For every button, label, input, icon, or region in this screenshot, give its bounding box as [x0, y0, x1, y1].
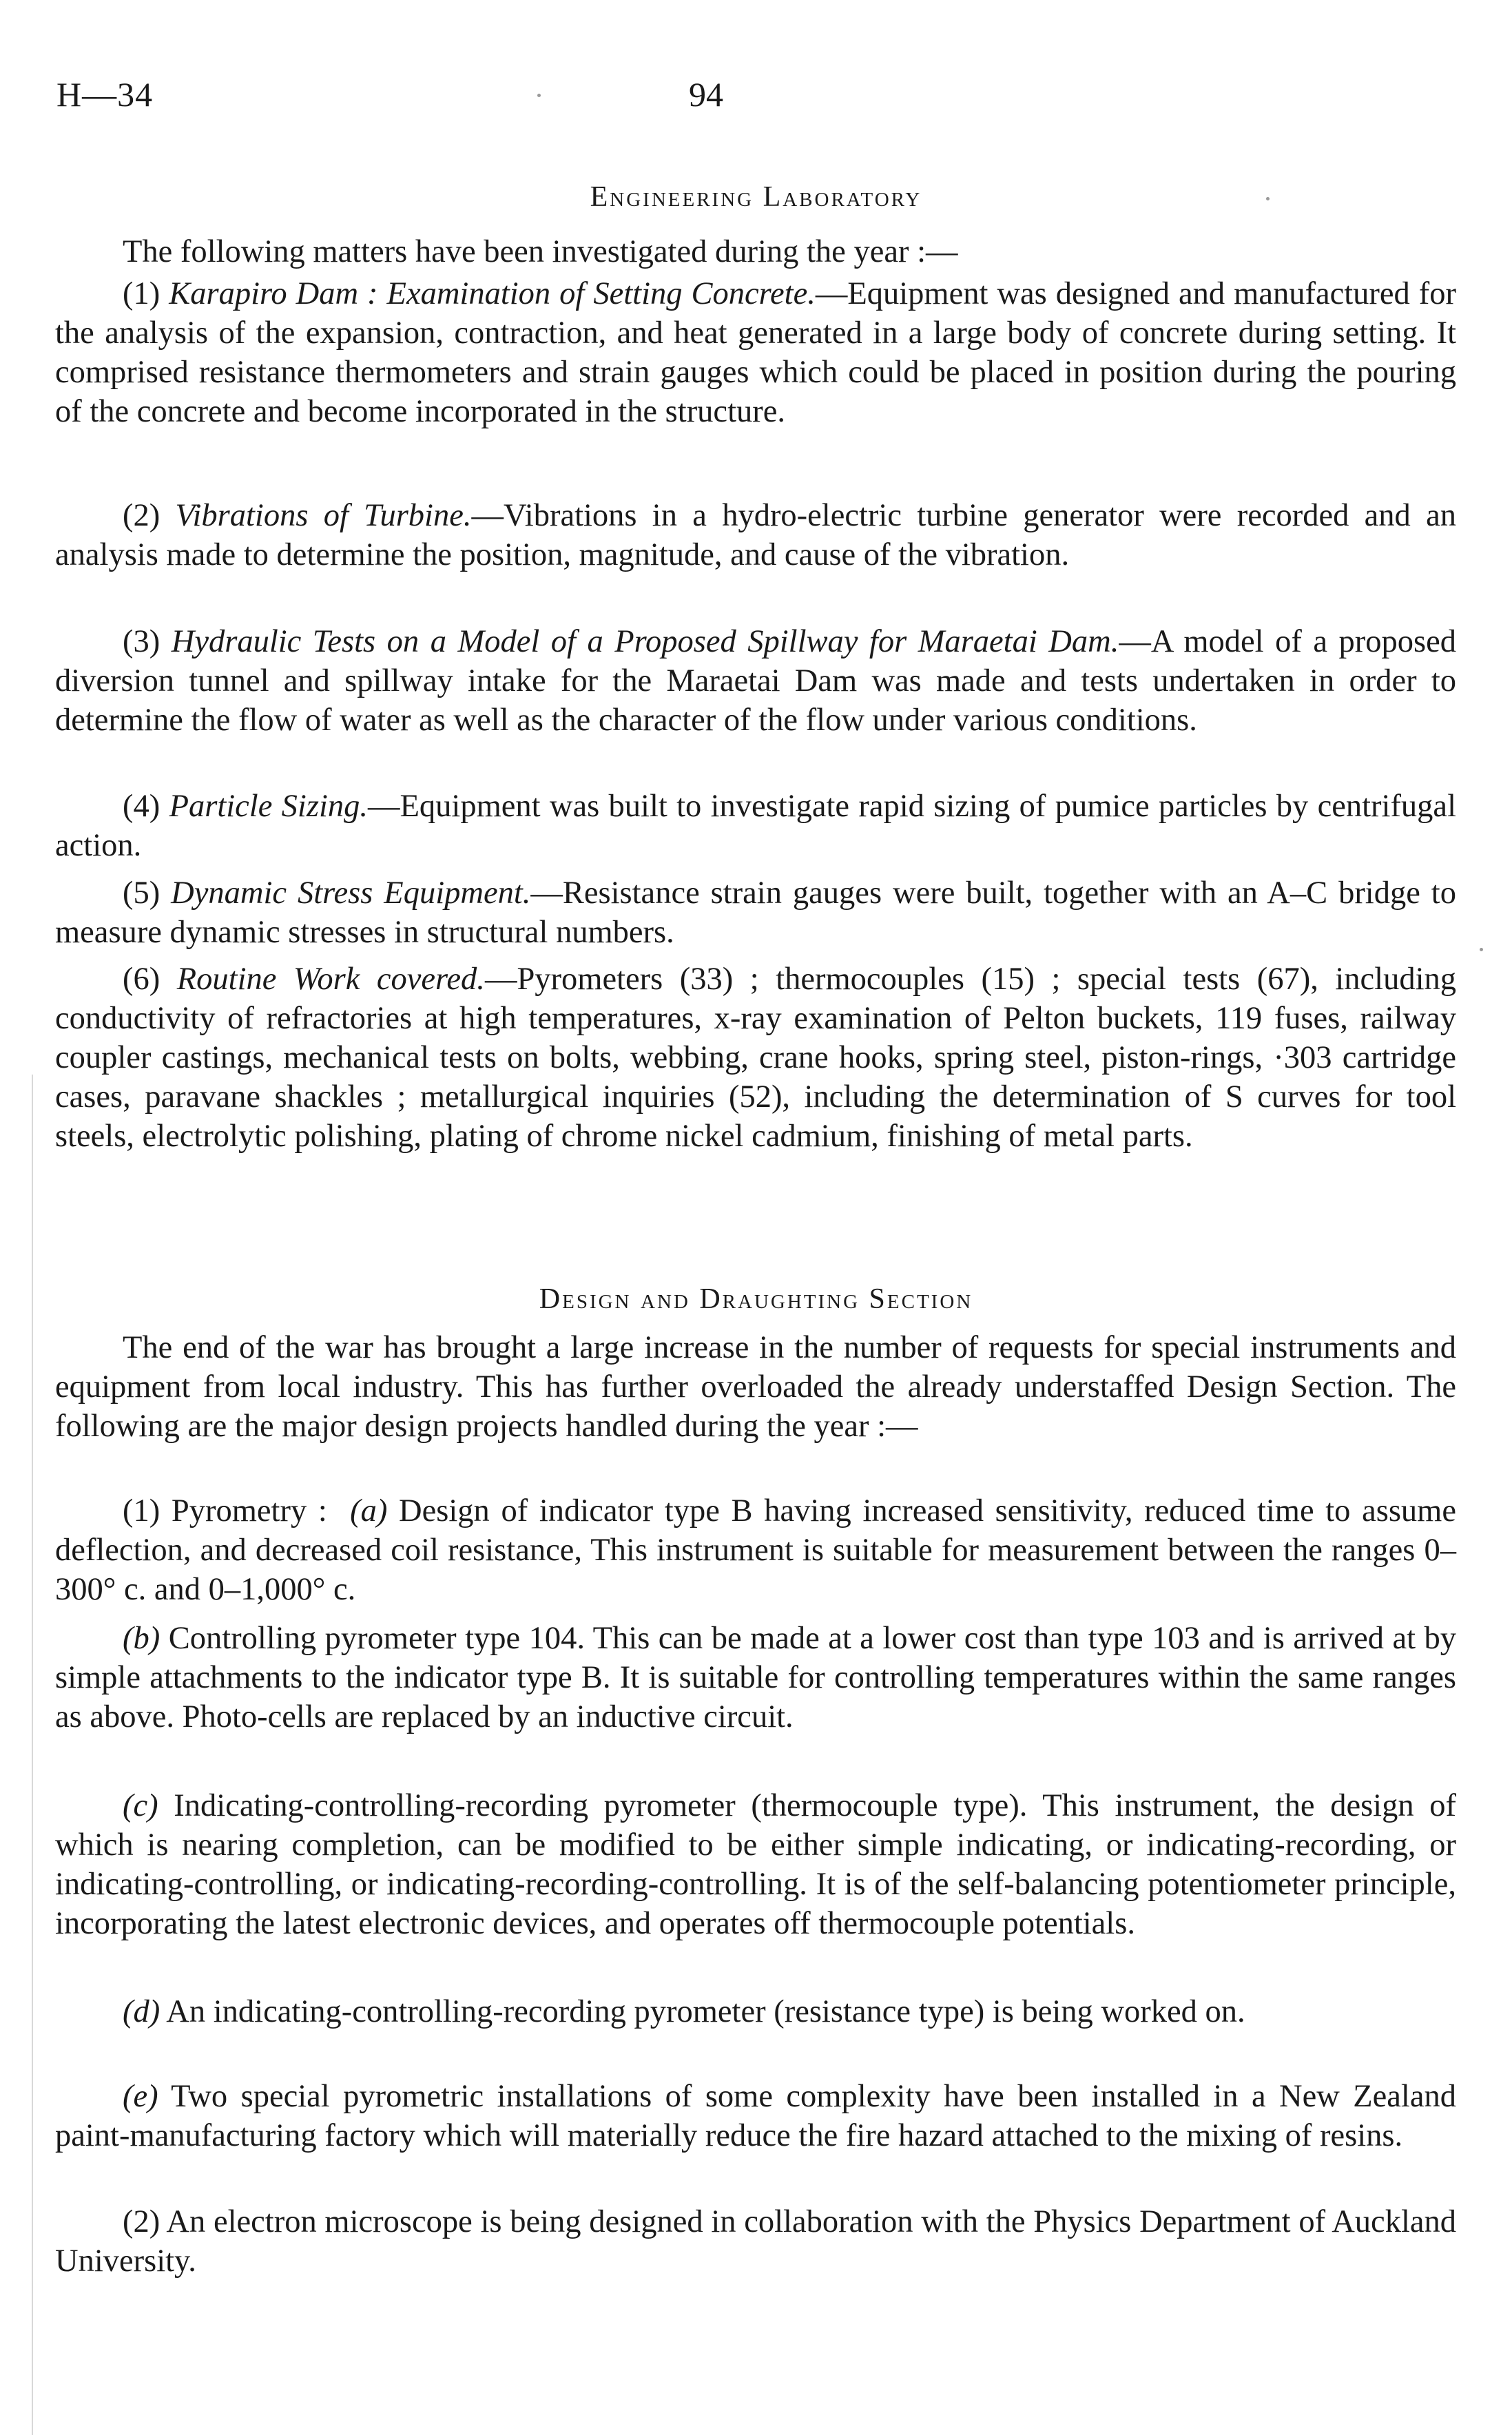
- engineering-item-4: [55, 787, 1456, 865]
- final-item-text: (2) An electron microscope is being designed in collaboration with the Physics Department of Auckland University.: [55, 2204, 1456, 2279]
- item-title: Particle Sizing.: [169, 789, 368, 824]
- item-title: Routine Work covered.: [176, 962, 485, 997]
- item-text: Two special pyrometric installations of some complexity have been installed in a New Zealand paint-manufacturing factory which will materially reduce the fire hazard attached to the mixing of resins.: [55, 2079, 1456, 2153]
- engineering-item-5: [55, 873, 1456, 952]
- item-title: Karapiro Dam : Examination of Setting Concrete.: [169, 276, 816, 311]
- engineering-item-3: [55, 622, 1456, 740]
- item-number: (3): [123, 624, 172, 659]
- engineering-item-1: [55, 274, 1456, 431]
- item-text: —A model of a proposed diversion tunnel and spillway intake for the Maraetai Dam was made and tests undertaken in order to determine the flow of water as well as the character of the flow under various conditions.: [55, 624, 1456, 738]
- item-number: (2): [123, 498, 176, 533]
- pyrometry-lead: (1) Pyrometry :: [123, 1493, 327, 1529]
- design-final-item: [55, 2202, 1456, 2281]
- item-number: (4): [123, 789, 169, 824]
- item-title: Dynamic Stress Equipment.: [171, 875, 531, 911]
- design-section-heading: Design and Draughting Section: [539, 1283, 973, 1315]
- item-number: (6): [123, 962, 177, 997]
- item-label: (c): [123, 1788, 158, 1823]
- page-number: 94: [689, 75, 723, 114]
- item-title: Vibrations of Turbine.: [175, 498, 472, 533]
- item-title: Hydraulic Tests on a Model of a Proposed Spillway for Maraetai Dam.: [171, 624, 1119, 659]
- engineering-item-6: [55, 960, 1456, 1156]
- engineering-item-2: [55, 496, 1456, 574]
- item-number: (5): [123, 875, 172, 911]
- design-item-c: [55, 1786, 1456, 1943]
- item-text: Design of indicator type B having increased sensitivity, reduced time to assume deflection, and decreased coil resistance, This instrument is suitable for measurement between the ranges 0–300° c. and 0–1,000° c.: [55, 1493, 1456, 1607]
- scan-speck: [1480, 948, 1483, 951]
- item-text: —Equipment was built to investigate rapid sizing of pumice particles by centrifugal action.: [55, 789, 1456, 863]
- scan-speck: [537, 94, 541, 97]
- design-item-b: [55, 1619, 1456, 1737]
- scan-speck: [1266, 197, 1270, 200]
- item-text: —Equipment was designed and manufactured for the analysis of the expansion, contraction, and heat generated in a large body of concrete during setting. It comprised resistance thermometers and strain gauges which could be placed in position during the pouring of the concrete and become incorporated in the structure.: [55, 276, 1456, 429]
- design-intro: [55, 1328, 1456, 1446]
- item-text: An indicating-controlling-recording pyrometer (resistance type) is being worked on.: [160, 1994, 1245, 2029]
- report-code: H—34: [56, 75, 154, 114]
- engineering-intro: [55, 232, 1456, 271]
- item-label: (e): [123, 2079, 158, 2114]
- item-label: (a): [350, 1493, 388, 1529]
- item-label: (b): [123, 1621, 160, 1656]
- design-item-e: [55, 2077, 1456, 2155]
- design-intro-text: The end of the war has brought a large increase in the number of requests for special instruments and equipment from local industry. This has further overloaded the already understaffed Design Section. The following are the major design projects handled during the year :—: [55, 1330, 1456, 1444]
- scan-margin-line: [32, 1075, 33, 2435]
- item-text: Controlling pyrometer type 104. This can be made at a lower cost than type 103 and is arrived at by simple attachments to the indicator type B. It is suitable for controlling temperatures within the same ranges as above. Photo-cells are replaced by an inductive circuit.: [55, 1621, 1456, 1734]
- item-text: —Resistance strain gauges were built, together with an A–C bridge to measure dynamic stresses in structural numbers.: [55, 875, 1456, 950]
- design-item-a: [55, 1491, 1456, 1609]
- item-text: —Pyrometers (33) ; thermocouples (15) ; special tests (67), including conductivity of refractories at high temperatures, x-ray examination of Pelton buckets, 119 fuses, railway coupler castings, mechanical tests on bolts, webbing, crane hooks, spring steel, piston-rings, ·303 cartridge cases, paravane shackles ; metallurgical inquiries (52), including the determination of S curves for tool steels, electrolytic polishing, plating of chrome nickel cadmium, finishing of metal parts.: [55, 962, 1456, 1154]
- item-text: —Vibrations in a hydro-electric turbine generator were recorded and an analysis made to determine the position, magnitude, and cause of the vibration.: [55, 498, 1456, 572]
- item-label: (d): [123, 1994, 160, 2029]
- item-number: (1): [123, 276, 169, 311]
- engineering-laboratory-heading: Engineering Laboratory: [590, 181, 922, 213]
- item-text: Indicating-controlling-recording pyrometer (thermocouple type). This instrument, the design of which is nearing completion, can be modified to be either simple indicating, or indicating-recording, or indicating-controlling, or indicating-recording-controlling. It is of the self-balancing potentiometer principle, incorporating the latest electronic devices, and operates off thermocouple potentials.: [55, 1788, 1456, 1941]
- design-item-d: [55, 1992, 1456, 2031]
- engineering-intro-text: The following matters have been investigated during the year :—: [123, 234, 958, 269]
